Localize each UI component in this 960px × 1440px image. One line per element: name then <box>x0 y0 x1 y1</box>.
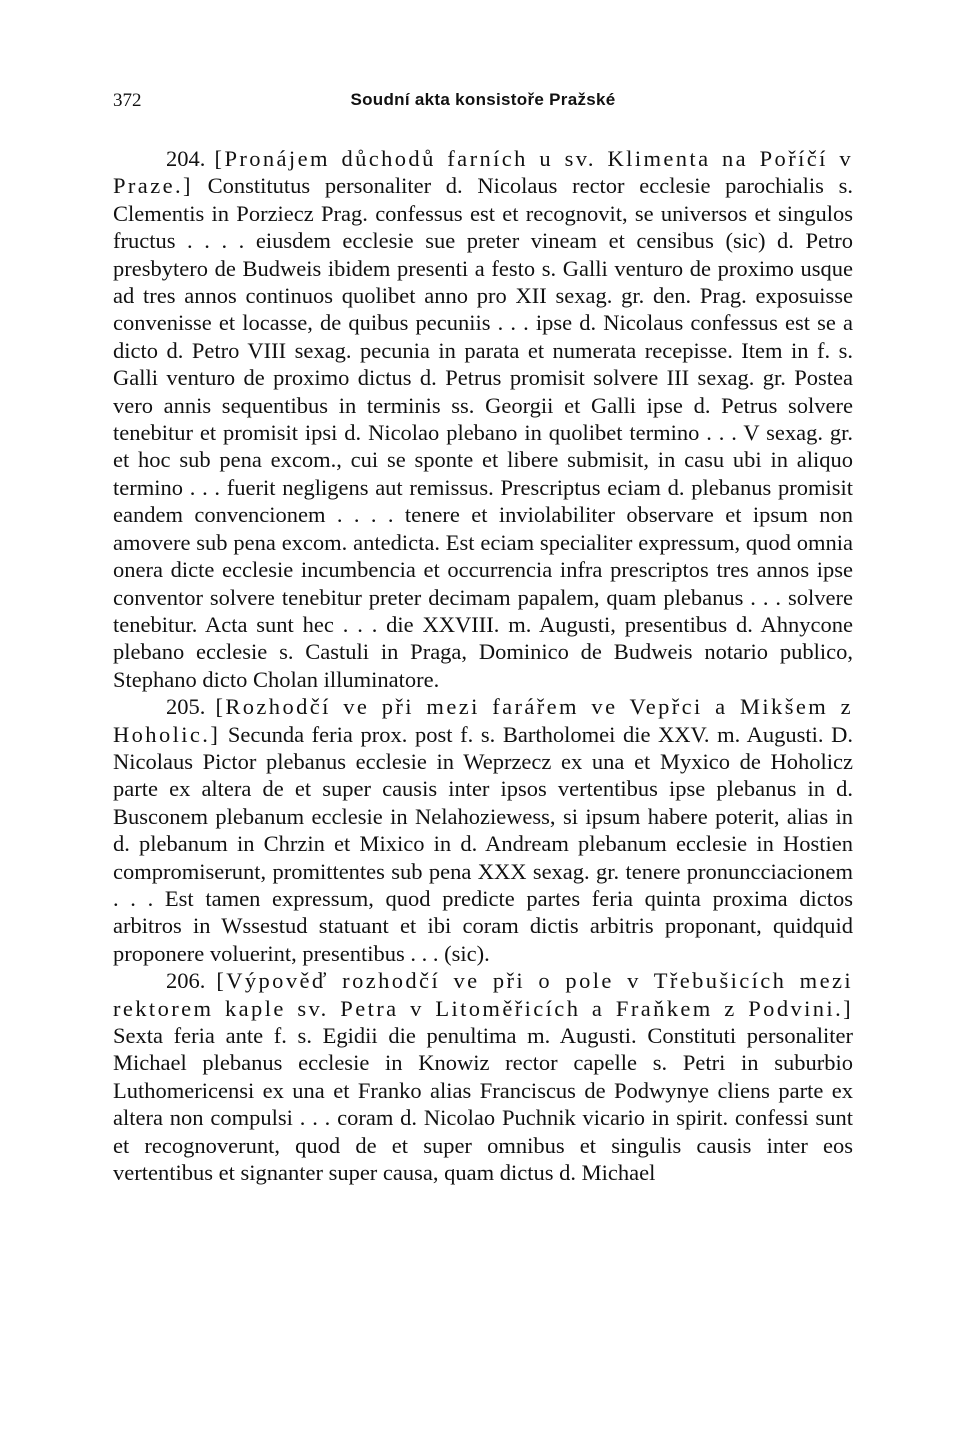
entry-205 <box>113 693 853 967</box>
entry-text: Secunda feria prox. post f. s. Bartholomei die XXV. m. Augusti. D. Nicolaus Pictor plebanus ecclesie in Weprzecz ex una et Myxico de Hoholicz parte ex altera de et super causis inter ipsos vertentibus ipse plebanus in d. Busconem plebanum ecclesie in Nelahoziewess, si ipsum habere poterit, alias in d. plebanum in Chrzin et Mixico in d. Andream plebanum ecclesie in Hostien compromiserunt, promittentes sub pena XXX sexag. gr. tenere pronuncciacionem . . . Est tamen expressum, quod predicte partes feria quinta proxima dictos arbitros in Wssestud statuant et ibi coram dictis arbitris proponant, quidquid proponere voluerint, presentibus . . . (sic). <box>113 721 854 966</box>
entry-number: 205. <box>166 694 206 720</box>
entry-title: [Pronájem důchodů farních u sv. Klimenta na Poříčí v Praze.] <box>113 146 853 199</box>
page-number: 372 <box>113 90 142 111</box>
running-head <box>113 90 853 120</box>
entry-text: Sexta feria ante f. s. Egidii die penultima m. Augusti. Constituti personaliter Michael plebanus ecclesie in Knowiz rector capelle s. Petri in suburbio Luthomericensi ex una et Franko alias Franciscus de Podwynye cliens parte ex altera non compulsi . . . coram d. Nicolao Puchnik vicario in spirit. confessi sunt et recognoverunt, quod de et super omnibus et singulis causis inter eos vertentibus et signanter super causa, quam dictus d. Michael <box>113 1023 853 1186</box>
entry-title: [Rozhodčí ve při mezi farářem ve Vepřci a Mikšem z Hoholic.] <box>113 694 853 747</box>
running-title: Soudní akta konsistoře Pražské <box>350 90 616 109</box>
entry-title: [Výpověď rozhodčí ve při o pole v Třebušicích mezi rektorem kaple sv. Petra v Litoměřicích a Fraňkem z Podvini.] <box>113 968 854 1021</box>
entry-number: 204. <box>166 146 206 171</box>
entry-number: 206. <box>166 968 206 994</box>
entry-204 <box>113 145 853 693</box>
body-text <box>113 145 853 1186</box>
entry-text: Constitutus personaliter d. Nicolaus rector ecclesie parochialis s. Clementis in Porziecz Prag. confessus est et recognovit, se universos et singulos fructus . . . . eiusdem ecclesie sue preter vineam et censibus (sic) d. Petro presbytero de Budweis ibidem presenti a festo s. Galli venturo de proximo usque ad tres annos continuos quolibet anno pro XII sexag. gr. den. Prag. exposuisse convenisse et locasse, de quibus pecuniis . . . ipse d. Nicolaus confessus est se a dicto d. Petro VIII sexag. pecunia in parata et numerata recepisse. Item in f. s. Galli venturo de proximo dictus d. Petrus promisit solvere III sexag. gr. Postea vero annis sequentibus in terminis ss. Georgii et Galli ipse d. Petrus solvere tenebitur et promisit ipsi d. Nicolao plebano in quolibet termino . . . V sexag. gr. et hoc sub pena excom., cui se sponte et libere submisit, in casu ubi in aliquo termino . . . fuerit negligens aut remissus. Prescriptus eciam d. plebanus promisit eandem convencionem . . . . tenere et inviolabiliter observare et ipsum non amovere sub pena excom. antedicta. Est eciam specialiter expressum, quod omnia onera dicte ecclesie incumbencia et occurrencia infra prescriptos tres annos ipse conventor solvere tenebitur preter decimam papalem, quam plebanus . . . solvere tenebitur. Acta sunt hec . . . die XXVIII. m. Augusti, presentibus d. Ahnycone plebano ecclesie s. Castuli in Praga, Dominico de Budweis notario publico, Stephano dicto Cholan illuminatore. <box>113 173 853 692</box>
entry-206 <box>113 967 853 1186</box>
